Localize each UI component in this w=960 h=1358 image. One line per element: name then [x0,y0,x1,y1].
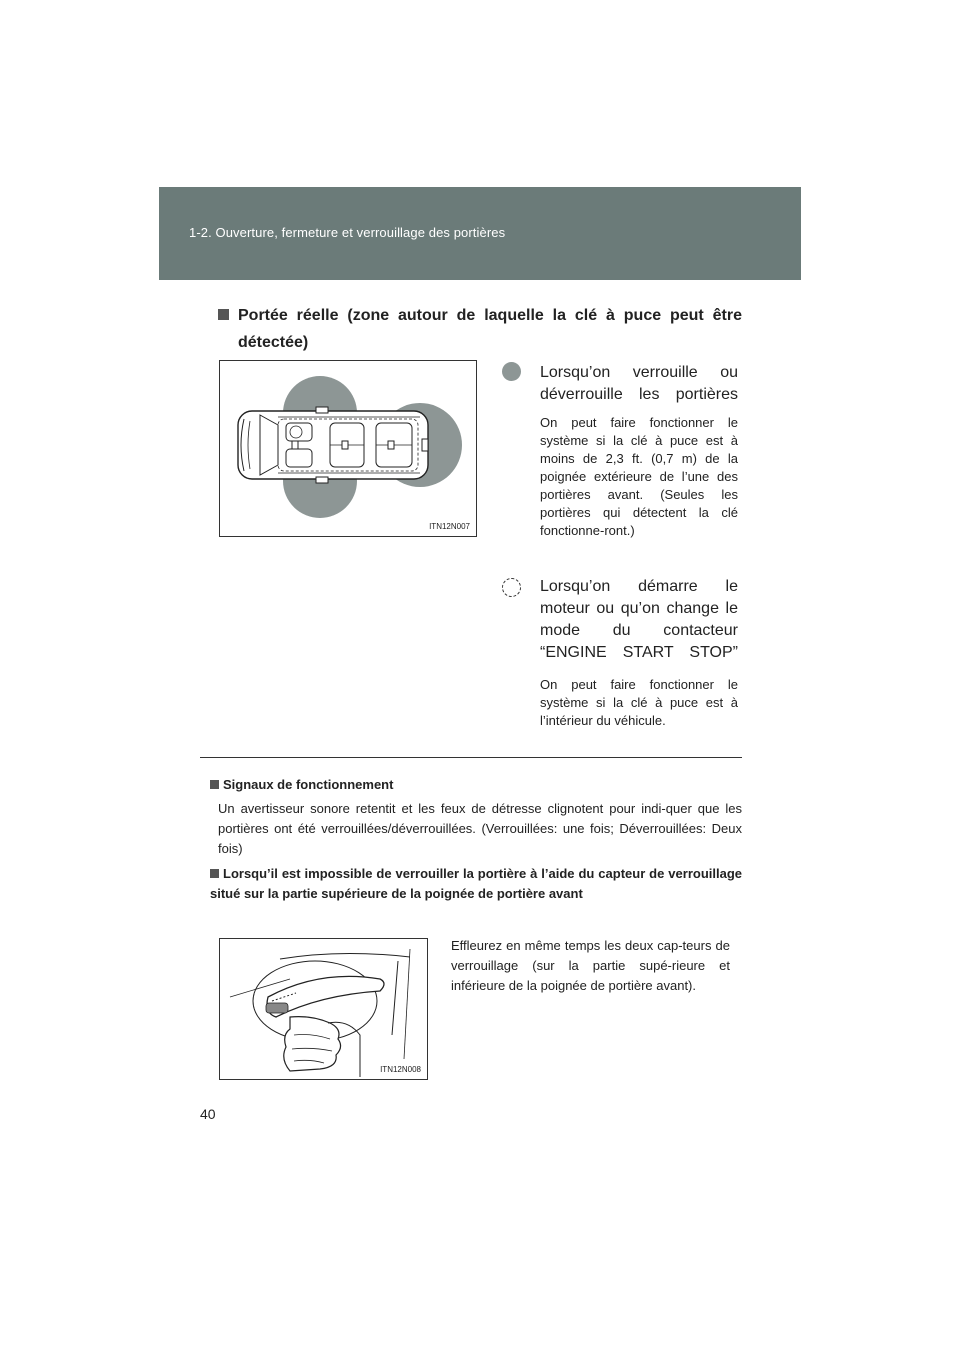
note-heading-text: Lorsqu’il est impossible de verrouiller la portière à l’aide du capteur de verrouillage situé sur la partie supérieure de la poignée de portière avant [210,866,742,901]
note-body-signals: Un avertisseur sonore retentit et les feux de détresse clignotent pour indi-quer que les portières ont été verrouillées/déverrouillées. (Verrouillées: une fois; Déverrouillées: Deux fois) [218,801,742,856]
car-top-view-detection-zones-icon [220,361,476,536]
note-body-lock-failure: Effleurez en même temps les deux cap-teurs de verrouillage (sur la partie supé-rieure et inférieure de la poignée de portière avant). [451,938,730,993]
legend-title-start: Lorsqu’on démarre le moteur ou qu’on change le mode du contacteur “ENGINE START STOP” [540,578,738,661]
section-divider [200,757,742,758]
dashed-zone-legend-icon [502,578,521,597]
figure-code: ITN12N008 [380,1065,421,1074]
solid-zone-legend-icon [502,362,521,381]
note-heading-text: Signaux de fonctionnement [223,777,394,792]
legend-desc-lock: On peut faire fonctionner le système si la clé à puce est à moins de 2,3 ft. (0,7 m) de la poignée extérieure de l’une des portières avant. (Seules les portières qui détectent la clé fonctionne-ront.) [540,415,738,538]
detection-range-figure [219,360,477,537]
note-heading-lock-failure [210,864,742,904]
bullet-square-icon [210,869,219,878]
main-heading [218,302,742,356]
bullet-square-icon [218,309,229,320]
door-handle-figure [219,938,428,1080]
legend-title-lock: Lorsqu’on verrouille ou déverrouille les portières [540,364,738,403]
hand-touching-door-handle-icon [220,939,427,1079]
bullet-square-icon [210,780,219,789]
note-heading-signals [210,775,742,795]
page-number: 40 [200,1106,216,1122]
section-title: 1-2. Ouverture, fermeture et verrouillage des portières [189,225,506,240]
section-header-band [159,187,801,280]
legend-desc-start: On peut faire fonctionner le système si la clé à puce est à l’intérieur du véhicule. [540,677,738,728]
main-heading-text: Portée réelle (zone autour de laquelle la clé à puce peut être détectée) [238,307,742,351]
figure-code: ITN12N007 [429,522,470,531]
